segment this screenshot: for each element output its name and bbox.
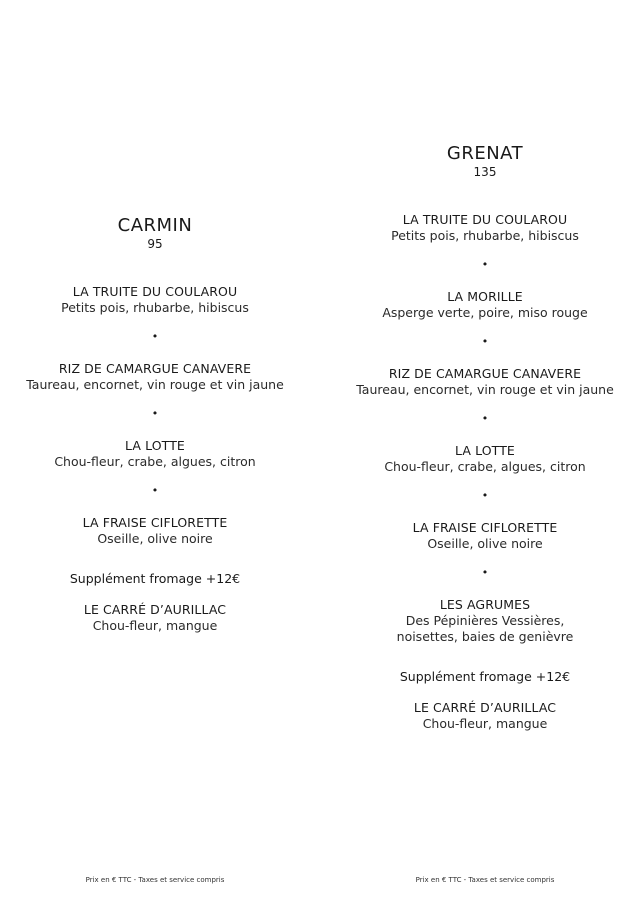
cheese-course [5, 602, 305, 634]
bullet-separator: • [481, 489, 489, 502]
course-description: Des Pépinières Vessières, [405, 613, 565, 628]
cheese-supplement: Supplément fromage +12€ [69, 571, 241, 586]
course [5, 438, 305, 470]
bullet-separator: • [481, 412, 489, 425]
course [5, 515, 305, 547]
menu-price: 135 [473, 165, 497, 179]
course-description: Asperge verte, poire, miso rouge [382, 305, 588, 320]
course [335, 366, 635, 398]
course-name: RIZ DE CAMARGUE CANAVERE [58, 361, 252, 376]
bullet-separator: • [151, 330, 159, 343]
cheese-course [335, 700, 635, 732]
course-name: LA LOTTE [455, 443, 515, 458]
bullet-separator: • [151, 407, 159, 420]
course-description: Chou-fleur, mangue [422, 716, 548, 731]
course [335, 289, 635, 321]
course-description: Chou-fleur, crabe, algues, citron [384, 459, 586, 474]
menu-title: CARMIN [117, 215, 193, 236]
bullet-separator: • [151, 484, 159, 497]
course [335, 520, 635, 552]
course-description: Chou-fleur, crabe, algues, citron [54, 454, 256, 469]
course-name: LA FRAISE CIFLORETTE [412, 520, 558, 535]
course-description: Petits pois, rhubarbe, hibiscus [391, 228, 579, 243]
menu-price: 95 [147, 237, 163, 251]
course-name: LES AGRUMES [439, 597, 531, 612]
bullet-separator: • [481, 566, 489, 579]
menu-title: GRENAT [446, 143, 524, 164]
price-footer: Prix en € TTC - Taxes et service compris [415, 876, 555, 884]
course-description: noisettes, baies de genièvre [396, 629, 574, 644]
course-name: LA LOTTE [125, 438, 185, 453]
menu-carmin [5, 215, 305, 634]
course-description: Chou-fleur, mangue [92, 618, 218, 633]
course-description: Oseille, olive noire [427, 536, 543, 551]
course-name: RIZ DE CAMARGUE CANAVERE [388, 366, 582, 381]
course-name: LA TRUITE DU COULAROU [402, 212, 568, 227]
course-description: Taureau, encornet, vin rouge et vin jaune [26, 377, 284, 392]
course [335, 212, 635, 244]
course [5, 361, 305, 393]
course [335, 597, 635, 645]
menu-grenat [335, 143, 635, 732]
price-footer: Prix en € TTC - Taxes et service compris [85, 876, 225, 884]
course-description: Taureau, encornet, vin rouge et vin jaune [356, 382, 614, 397]
course [5, 284, 305, 316]
course-description: Oseille, olive noire [97, 531, 213, 546]
bullet-separator: • [481, 335, 489, 348]
cheese-supplement: Supplément fromage +12€ [399, 669, 571, 684]
course-name: LA FRAISE CIFLORETTE [82, 515, 228, 530]
course-name: LA MORILLE [447, 289, 523, 304]
course-name: LA TRUITE DU COULAROU [72, 284, 238, 299]
bullet-separator: • [481, 258, 489, 271]
course-name: LE CARRÉ D’AURILLAC [413, 700, 557, 715]
course [335, 443, 635, 475]
course-description: Petits pois, rhubarbe, hibiscus [61, 300, 249, 315]
course-name: LE CARRÉ D’AURILLAC [83, 602, 227, 617]
